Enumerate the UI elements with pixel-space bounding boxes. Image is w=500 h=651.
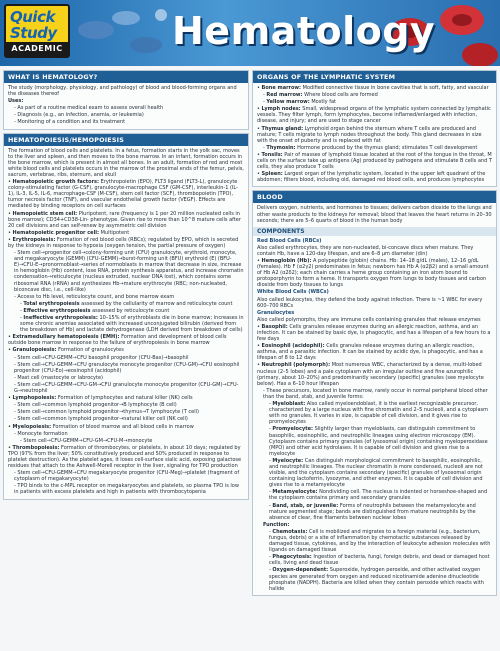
sub-bullet: - Yellow marrow: Mostly fat: [263, 99, 337, 106]
sub-bullet: - Stem cell→common lymphoid progenitor→thymus→T lymphocyte (T cell): [14, 409, 199, 416]
hematopoiesis-section: [3, 133, 249, 500]
uses-label: Uses:: [8, 98, 24, 105]
sub-bullet: - Monocyte formation: [14, 430, 68, 437]
definition: Cells granules release enzymes during an allergic reaction, asthma, and a parasitic infection. It can be stained by acidic dye, is phagocytic, and has a lifespan of 8 to 12 days: [257, 343, 483, 362]
definition: Stem cell→common lymphoid progenitor→natural killer cell (NK cell): [17, 416, 188, 423]
bullet: • Extramedullary hematopoiesis (EMH): Formation and development of blood cells outside bone marrow in response to the failure of erythropoiesis in bone marrow: [8, 334, 227, 347]
definition: Formation of blood marrow and all blood cells in marrow: [52, 423, 194, 430]
sub-bullet: - Mast cell (mastocyte or labrocyte): [14, 374, 104, 381]
sub-sub-bullet: - Stem cell→CFU-GEMM→CFU-GM→CFU-M→monocyte: [20, 437, 153, 444]
definition: Pair of masses of lymphoid tissue located at the root of the tongue in the throat, M cells on the surface take up antigens (Ag) produced by pathogens and stimulate B cells and T cells, they also produce T cells: [257, 151, 492, 171]
blood-section: [252, 190, 497, 595]
term: Promyelocyte:: [272, 426, 313, 433]
term: Myelopoiesis:: [12, 423, 52, 430]
bullet: • Granulopoiesis: Formation of granulocytes: [8, 347, 124, 354]
term: Spleen:: [261, 171, 283, 178]
bullet: • Thymus gland: Lymphoid organ behind the sternum where T cells are produced and mature; T cells migrate to lymph nodes throughout the body. This gland decreases in size with the onset of puberty and is replaced with fat: [257, 125, 482, 144]
definition: TPO binds to the c-MPL receptor on megakaryocytes and platelets, so plasma TPO is low in patients with excess platelets and high in patients with thrombocytopenia: [14, 483, 239, 496]
definition: Formation of granulocytes: [58, 347, 124, 354]
lymphatic-organs-section: [252, 70, 497, 187]
use-item: - Monitoring of a condition and its treatment: [14, 119, 126, 126]
term: Chemotaxis:: [272, 528, 308, 535]
term: Lymphopoiesis:: [12, 395, 57, 402]
definition: Stem cell→common lymphoid progenitor→thymus→T lymphocyte (T cell): [17, 409, 199, 416]
term: Myeloblast:: [272, 401, 306, 408]
quickstudy-logo: [4, 4, 70, 58]
term: Erythropoiesis:: [12, 236, 56, 243]
definition: Cells granules release enzymes during an allergic reaction, asthma, and an infection. It can be stained by basic dye, is phagocytic, and has a lifespan of a few hours to a few days: [257, 323, 491, 343]
use-text: Monitoring of a condition and its treatment: [17, 119, 126, 126]
definition-text: The study (morphology, physiology, and pathology) of blood and blood-forming organs and the diseases thereof: [8, 85, 237, 98]
definition: assessed by the cellularity of marrow and reticulocyte count: [81, 300, 233, 307]
term: Thymosin:: [266, 144, 296, 151]
sub-bullet: - Stem cell→CFU-GEMM→CFU granulocyte monocyte progenitor (CFU-GM)→CFU eosinophil progenitor (CFU-Eo)→eosinophil (acidophil): [14, 361, 240, 374]
definition: Access to Hb level, reticulocyte count, and bone marrow exam: [17, 293, 175, 300]
sub-bullet: - These precursors, located in bone marrow, rarely occur in normal peripheral blood other than the band, stab, and juvenile forms:: [263, 387, 488, 400]
term: Yellow marrow:: [266, 99, 310, 106]
bullet: • Erythropoiesis: Formation of red blood cells (RBCs); regulated by EPO, which is secreted by the kidneys in response to hypoxia (oxygen tension, the partial pressure of oxygen): [8, 236, 239, 249]
rbc-text: Also called erythrocytes, they are non-nucleated, bi-concave discs when mature. They contain Hb, have a 120-day lifespan, and are 6–8 µm diameter (din): [257, 244, 474, 257]
sub-sub-bullet: - Ineffective erythropoiesis: 10–15% of erythroblasts die in bone marrow; increases in some chronic anemias associated with increased unconjugated bilirubin (derived from the breakdown of Hb) and lactate dehydrogenase (LDH derived from breakdown of cells): [20, 315, 244, 334]
term: Bone marrow:: [261, 85, 302, 91]
logo-text-quick: Quick: [10, 8, 55, 26]
definition: These precursors, located in bone marrow, rarely occur in normal peripheral blood other than the band, stab, and juvenile forms:: [263, 387, 488, 400]
definition: Most numerous WBC, characterized by a dense, multi-lobed nucleus (2–5 lobes) and a pale cytoplasm with an irregular outline and fine azurophilic (primary, about 10–20%) and predominantly secondary (specific) granules (see myelocyte below). Has a 6–10 hour lifespan: [257, 362, 484, 387]
use-text: Diagnosis (e.g., an infection, anemia, or leukemia): [17, 112, 144, 119]
sub-sub-bullet: - Myeloblast: Also called myeloendoblast, it is the earliest recognizable precursor, characterized by a large nucleus with fine chromatin and 2–5 nucleoli, and a cytoplasm with no granules. It varies in size, is capable of cell division, and it gives rise to promyelocytes: [269, 401, 488, 426]
definition: A polypeptide (globin) chains. Hb: 14–18 g/dL (males), 12–16 g/dL (females). Hb F (α2γ2) predominates in fetus; newborn has Hb A (α2β2) and a small amount of Hb A2 (α2δ2); each chain carries a heme group containing an iron atom bound to protoporphyrin to form a heme. It transports oxygen from lungs to body tissues and carbon dioxide from body tissues to lungs: [257, 257, 489, 289]
sub-sub-bullet: - Metamyelocyte: Nondividing cell. The nucleus is indented or horseshoe-shaped and the cytoplasm contains primary and secondary granules: [269, 489, 488, 502]
section-heading: WHAT IS HEMATOLOGY?: [4, 71, 248, 83]
bullet: • Hemopoietic stem cell: Pluripotent, rare (frequency is 1 per 20 million nucleated cells in bone marrow); CD34+CD38-Lin- phenotype. Given rise to more than 10^8 mature cells after 20 cell divisions and can self-renew by asymmetric cell division: [8, 210, 241, 229]
bullet: • Eosinophil (acidophil): Cells granules release enzymes during an allergic reaction, asthma, and a parasitic infection. It can be stained by acidic dye, is phagocytic, and has a lifespan of 8 to 12 days: [257, 343, 483, 362]
bullet: • Spleen: Largest organ of the lymphatic system, located in the upper left quadrant of the abdomen; filters blood, including old, damaged red blood cells, and produces lymphocytes: [257, 171, 486, 184]
definition: Small, widespread organs of the lymphatic system connected by lymphatic vessels. They filter lymph, form lymphocytes, become inflamed/enlarged with infection, disease, and injury; and are used to stage cancer: [257, 106, 491, 125]
definition: Nondividing cell. The nucleus is indented or horseshoe-shaped and the cytoplasm contains primary and secondary granules: [269, 489, 488, 502]
term: Granulopoiesis:: [12, 347, 57, 354]
sub-sub-bullet: - Chemotaxis: Cell is mobilized and migrates to a foreign material (e.g., bacterium, fungus, debris) or a site of inflammation by chemotactic substances released by damaged tissue, cytokines, and by the interaction of leukocyte adhesion molecules with ligands on damaged tissue: [269, 528, 491, 554]
intro-text: The formation of blood cells and platelets. In a fetus, formation starts in the yolk sac, moves to the liver and spleen, and then moves to the bone marrow. In an infant, formation occurs in the bone marrow, which is present in almost all bones. In an adult, formation of red and most white blood cells and platelets occurs in the marrow of the proximal ends of the femur, pelvis, sacrum, vertebrae, ribs, sternum, and skull: [8, 147, 244, 178]
definition: assessed by reticulocyte count: [92, 307, 170, 314]
granulocytes-heading: Granulocytes: [257, 309, 295, 316]
bullet: • Bone marrow: Modified connective tissue in bone cavities that is soft, fatty, and vascular: [257, 85, 489, 91]
sub-bullet: - Stem cell→common lymphoid progenitor→B lymphocyte (B cell): [14, 402, 177, 409]
use-item: - As part of a routine medical exam to assess overall health: [14, 105, 164, 112]
wbc-text: Also called leukocytes, they defend the body against infection. There is ~1 WBC for every 600–700 RBCs: [257, 296, 483, 309]
sub-sub-bullet: - Promyelocyte: Slightly larger than myeloblasts, can distinguish commitment to basophilic, eosinophilic, and neutrophilic lineages using electron microscopy (EM). Cytoplasm contains primary granules (of lysosomal origin) containing myeloperoxidase (MPO) and other acid hydrolases. It is capable of cell division and gives rise to a myelocyte: [269, 426, 488, 457]
definition: Formation of red blood cells (RBCs); regulated by EPO, which is secreted by the kidneys in response to hypoxia (oxygen tension, the partial pressure of oxygen): [8, 236, 239, 249]
definition: Formation and development of blood cells outside bone marrow in response to the failure of erythropoiesis in bone marrow: [8, 334, 227, 347]
sub-bullet: - Red marrow: Where blood cells are formed: [263, 92, 378, 99]
definition: 10–15% of erythroblasts die in bone marrow; increases in some chronic anemias associated with increased unconjugated bilirubin (derived from the breakdown of Hb) and lactate dehydrogenase (LDH derived from breakdown of cells): [20, 315, 244, 334]
term: Hemopoietic stem cell:: [12, 210, 78, 217]
right-column: [252, 70, 497, 599]
section-heading: ORGANS OF THE LYMPHATIC SYSTEM: [253, 71, 496, 83]
sub-sub-bullet: - Oxygen-dependent: Superoxide, hydrogen peroxide, and other activated oxygen species are generated from oxygen and reduced nicotinamide adenine dinucleotide phosphate (NADPH). Bacteria are killed when they contain peroxide which reacts with halide: [269, 567, 484, 592]
definition: Where blood cells are formed: [304, 92, 378, 99]
definition: Mast cell (mastocyte or labrocyte): [17, 374, 104, 381]
section-heading: BLOOD: [253, 191, 496, 203]
term: Basophil:: [261, 323, 288, 330]
definition: Slightly larger than myeloblasts, can distinguish commitment to basophilic, eosinophilic, and neutrophilic lineages using electron microscopy (EM). Cytoplasm contains primary granules (of lysosomal origin) containing myeloperoxidase (MPO) and other acid hydrolases. It is capable of cell division and gives rise to a myelocyte: [269, 426, 488, 457]
sub-bullet: - Stem cell→common lymphoid progenitor→natural killer cell (NK cell): [14, 416, 188, 423]
term: Ineffective erythropoiesis:: [23, 315, 98, 321]
header-banner: [0, 0, 500, 66]
sub-bullet: - Stem cell→CFU-GEMM→CFU-GM→CFU granulocyte monocyte progenitor (CFU-GM)→CFU-G→neutrophil: [14, 381, 239, 395]
term: Red marrow:: [266, 92, 303, 99]
bullet: • Lymphopoiesis: Formation of lymphocytes and natural killer (NK) cells: [8, 395, 193, 402]
term: Eosinophil (acidophil):: [261, 343, 325, 350]
blood-cells-illustration-left: [66, 0, 176, 66]
bullet: • Tonsils: Pair of masses of lymphoid tissue located at the root of the tongue in the throat, M cells on the surface take up antigens (Ag) produced by pathogens and stimulate B cells and T cells, they also produce T cells: [257, 151, 492, 171]
granulocytes-text: Also called polymorphs, they are immune cells containing granules that release enzymes: [257, 316, 481, 323]
term: Metamyelocyte:: [272, 489, 318, 496]
term: Neutrophil (polymorph):: [261, 362, 331, 369]
definition: Erythropoietin (EPO), FLT3 ligand (FLT3-L), granulocyte colony-stimulating factor (G-CSF), granulocyte-macrophage CSF (GM-CSF), interleukin-1 (IL-1), IL-3, IL-5, IL-6, macrophage-CSF (M-CSF), stem cell factor (SCF), thrombopoietin (TPO), tumor necrosis factor (TNF), and vascular endothelial growth factor (VEGF). Effects are mediated by binding receptors on cell surfaces: [8, 179, 238, 210]
term: Total erythropoiesis: [23, 300, 80, 307]
components-heading: COMPONENTS: [253, 227, 496, 236]
left-column: [3, 70, 249, 503]
definition: Stem cell→CFU-GEMM→CFU granulocyte monocyte progenitor (CFU-GM)→CFU eosinophil progenitor (CFU-Eo)→eosinophil (acidophil): [14, 361, 240, 374]
sub-sub-bullet: - Phagocytosis: Ingestion of bacteria, fungi, foreign debris, and dead or damaged host cells, living and dead tissue: [269, 554, 490, 567]
term: Band, stab, or juvenile:: [272, 502, 339, 509]
definition: Stem cell→progenitor cell→colony-forming unit (CFU) granulocyte, erythroid, monocyte, and megakaryocyte (GEMM) (CFU-GEMM)→burst-forming unit (BFU) erythroid (E) (BFU-E)→CFU-E→pronormoblast→series of normoblasts in marrow that decrease in size, increase in hemoglobin (Hb) content, lose RNA, protein synthesis apparatus, and increase chromatin condensation→reticulocyte (nucleus extruded, nuclear DNA lost), which contains some ribosomal RNA (rRNA) and synthesizes Hb→mature erythrocyte (RBC; non-nucleated, biconcave disc, i.e., cell-like): [14, 250, 244, 293]
intro-text: Delivers oxygen, nutrients, and hormones to tissues; delivers carbon dioxide to the lungs and other waste products to the kidneys for removal; blood that leaves the heart returns in 20–30 seconds; there are 5–6 quarts of blood in the human body: [257, 205, 492, 224]
definition: Formation of thrombocytes, or platelets, in about 10 days; regulated by TPO (97% from the liver; 50% constitutively produced and 50% produced in response to platelet destruction). As the platelet ages, it loses cell-surface sialic acid, exposing galactose residues that attach to the Ashwell-Morell receptor in the liver, signaling for TPO production: [8, 444, 242, 470]
logo-text-study: Study: [10, 24, 57, 42]
sub-bullet: - TPO binds to the c-MPL receptor on megakaryocytes and platelets, so plasma TPO is low in patients with excess platelets and high in patients with thrombocytopenia: [14, 483, 239, 496]
term: Oxygen-dependent:: [272, 567, 329, 574]
definition: Mostly fat: [311, 99, 337, 106]
sub-bullet: - Stem cell→CFU-GEMM→CFU basophil progenitor (CFU-Bas)→basophil: [14, 354, 189, 361]
term: Effective erythropoiesis: [23, 307, 91, 314]
bullet: • Basophil: Cells granules release enzymes during an allergic reaction, asthma, and an infection. It can be stained by basic dye, is phagocytic, and has a lifespan of a few hours to a few days: [257, 323, 491, 343]
definition: Modified connective tissue in bone cavities that is soft, fatty, and vascular: [302, 85, 489, 91]
definition: Superoxide, hydrogen peroxide, and other activated oxygen species are generated from oxygen and reduced nicotinamide adenine dinucleotide phosphate (NADPH). Bacteria are killed when they contain peroxide which reacts with halide: [269, 567, 484, 592]
rbc-heading: Red Blood Cells (RBCs): [257, 237, 322, 244]
term: Lymph nodes:: [261, 106, 301, 113]
term: Phagocytosis:: [272, 554, 312, 561]
term: Hematopoietic progenitor cell:: [12, 229, 99, 236]
what-is-hematology-section: [3, 70, 249, 130]
definition: Stem cell→CFU-GEMM→CFU megakaryocyte progenitor (CFU-Meg)→platelet (fragment of cytoplasm of megakaryocyte): [14, 470, 240, 483]
sub-bullet: - Stem cell→CFU-GEMM→CFU megakaryocyte progenitor (CFU-Meg)→platelet (fragment of cytoplasm of megakaryocyte): [14, 470, 240, 483]
term: Monocyte formation: [17, 430, 68, 437]
wbc-heading: White Blood Cells (WBCs): [257, 289, 329, 296]
sub-sub-bullet: - Myelocyte: Can distinguish morphological commitment to basophilic, eosinophilic, and neutrophilic lineages. The nuclear chromatin is more condensed, nucleoli are not visible, and the cytoplasm contains secondary (specific) granules of lysosomal origin containing lactoferrin, lysozyme, and other enzymes. It is capable of cell division and gives rise to a metamyelocyte: [269, 457, 483, 489]
term: Hemoglobin (Hb):: [261, 257, 312, 264]
definition: Multipotent: [100, 229, 130, 236]
term: Tonsils:: [261, 151, 283, 158]
definition: Can distinguish morphological commitment to basophilic, eosinophilic, and neutrophilic lineages. The nuclear chromatin is more condensed, nucleoli are not visible, and the cytoplasm contains secondary (specific) granules of lysosomal origin containing lactoferrin, lysozyme, and other enzymes. It is capable of cell division and gives rise to a metamyelocyte: [269, 457, 483, 489]
definition: Forms of neutrophils between the metamyelocyte and mature segmented stage; bands are distinguished from mature neutrophils by the absence of clear, fine filaments between nuclear lobes: [269, 502, 476, 521]
definition: Stem cell→common lymphoid progenitor→B lymphocyte (B cell): [17, 402, 177, 409]
logo-text-academic: ACADEMIC: [6, 42, 68, 56]
definition: Formation of lymphocytes and natural killer (NK) cells: [57, 395, 193, 402]
sub-bullet: - Access to Hb level, reticulocyte count, and bone marrow exam: [14, 293, 175, 300]
term: Myelocyte:: [272, 457, 304, 464]
sub-sub-bullet: - Total erythropoiesis assessed by the cellularity of marrow and reticulocyte count: [20, 300, 233, 307]
bullet: • Hematopoietic progenitor cell: Multipotent: [8, 229, 130, 236]
sub-sub-bullet: - Effective erythropoiesis assessed by reticulocyte count: [20, 307, 170, 314]
definition: Stem cell→CFU-GEMM→CFU-GM→CFU granulocyte monocyte progenitor (CFU-GM)→CFU-G→neutrophil: [14, 381, 239, 395]
section-heading: HEMATOPOIESIS/HEMOPOIESIS: [4, 134, 248, 146]
definition: Hormone produced by the thymus gland; stimulates T cell development: [297, 144, 478, 151]
function-label: Function:: [263, 521, 290, 528]
definition: Stem cell→CFU-GEMM→CFU basophil progenitor (CFU-Bas)→basophil: [17, 354, 189, 361]
bullet: • Lymph nodes: Small, widespread organs of the lymphatic system connected by lymphatic vessels. They filter lymph, form lymphocytes, become inflamed/enlarged with infection, disease, and injury; and are used to stage cancer: [257, 106, 491, 125]
bullet: • Neutrophil (polymorph): Most numerous WBC, characterized by a dense, multi-lobed nucleus (2–5 lobes) and a pale cytoplasm with an irregular outline and fine azurophilic (primary, about 10–20%) and predominantly secondary (specific) granules (see myelocyte below). Has a 6–10 hour lifespan: [257, 362, 484, 387]
definition: Stem cell→CFU-GEMM→CFU-GM→CFU-M→monocyte: [23, 437, 153, 444]
use-text: As part of a routine medical exam to assess overall health: [17, 105, 164, 112]
term: Thrombopoiesis:: [12, 444, 60, 451]
definition: Ingestion of bacteria, fungi, foreign debris, and dead or damaged host cells, living and dead tissue: [269, 554, 490, 567]
definition: Lymphoid organ behind the sternum where T cells are produced and mature; T cells migrate to lymph nodes throughout the body. This gland decreases in size with the onset of puberty and is replaced with fat: [257, 125, 482, 144]
term: Thymus gland:: [261, 125, 304, 132]
sub-sub-bullet: - Band, stab, or juvenile: Forms of neutrophils between the metamyelocyte and mature segmented stage; bands are distinguished from mature neutrophils by the absence of clear, fine filaments between nuclear lobes: [269, 502, 476, 521]
definition: Pluripotent, rare (frequency is 1 per 20 million nucleated cells in bone marrow); CD34+CD38-Lin- phenotype. Given rise to more than 10^8 mature cells after 20 cell divisions and can self-renew by asymmetric cell division: [8, 210, 241, 229]
bullet: • Hemoglobin (Hb): A polypeptide (globin) chains. Hb: 14–18 g/dL (males), 12–16 g/dL (females). Hb F (α2γ2) predominates in fetus; newborn has Hb A (α2β2) and a small amount of Hb A2 (α2δ2); each chain carries a heme group containing an iron atom bound to protoporphyrin to form a heme. It transports oxygen from lungs to body tissues and carbon dioxide from body tissues to lungs: [257, 257, 489, 289]
sub-bullet: - Stem cell→progenitor cell→colony-forming unit (CFU) granulocyte, erythroid, monocyte, and megakaryocyte (GEMM) (CFU-GEMM)→burst-forming unit (BFU) erythroid (E) (BFU-E)→CFU-E→pronormoblast→series of normoblasts in marrow that decrease in size, increase in hemoglobin (Hb) content, lose RNA, protein synthesis apparatus, and increase chromatin condensation→reticulocyte (nucleus extruded, nuclear DNA lost), which contains some ribosomal RNA (rRNA) and synthesizes Hb→mature erythrocyte (RBC; non-nucleated, biconcave disc, i.e., cell-like): [14, 250, 244, 293]
page-title: Hematology: [172, 9, 436, 53]
definition: Cell is mobilized and migrates to a foreign material (e.g., bacterium, fungus, debris) or a site of inflammation by chemotactic substances released by damaged tissue, cytokines, and by the interaction of leukocyte adhesion molecules with ligands on damaged tissue: [269, 528, 491, 554]
term: Extramedullary hematopoiesis (EMH):: [12, 334, 120, 341]
use-item: - Diagnosis (e.g., an infection, anemia, or leukemia): [14, 112, 144, 119]
bullet: • Hematopoietic growth factors: Erythropoietin (EPO), FLT3 ligand (FLT3-L), granulocyte colony-stimulating factor (G-CSF), granulocyte-macrophage CSF (GM-CSF), interleukin-1 (IL-1), IL-3, IL-5, IL-6, macrophage-CSF (M-CSF), stem cell factor (SCF), thrombopoietin (TPO), tumor necrosis factor (TNF), and vascular endothelial growth factor (VEGF). Effects are mediated by binding receptors on cell surfaces: [8, 179, 238, 210]
bullet: • Myelopoiesis: Formation of blood marrow and all blood cells in marrow: [8, 423, 194, 430]
bullet: • Thrombopoiesis: Formation of thrombocytes, or platelets, in about 10 days; regulated by TPO (97% from the liver; 50% constitutively produced and 50% produced in response to platelet destruction). As the platelet ages, it loses cell-surface sialic acid, exposing galactose residues that attach to the Ashwell-Morell receptor in the liver, signaling for TPO production: [8, 444, 242, 470]
definition: Largest organ of the lymphatic system, located in the upper left quadrant of the abdomen; filters blood, including old, damaged red blood cells, and produces lymphocytes: [257, 171, 486, 184]
sub-bullet: - Thymosin: Hormone produced by the thymus gland; stimulates T cell development: [263, 144, 478, 151]
definition: Also called myeloendoblast, it is the earliest recognizable precursor, characterized by a large nucleus with fine chromatin and 2–5 nucleoli, and a cytoplasm with no granules. It varies in size, is capable of cell division, and it gives rise to promyelocytes: [269, 401, 488, 426]
term: Hematopoietic growth factors:: [12, 179, 100, 186]
